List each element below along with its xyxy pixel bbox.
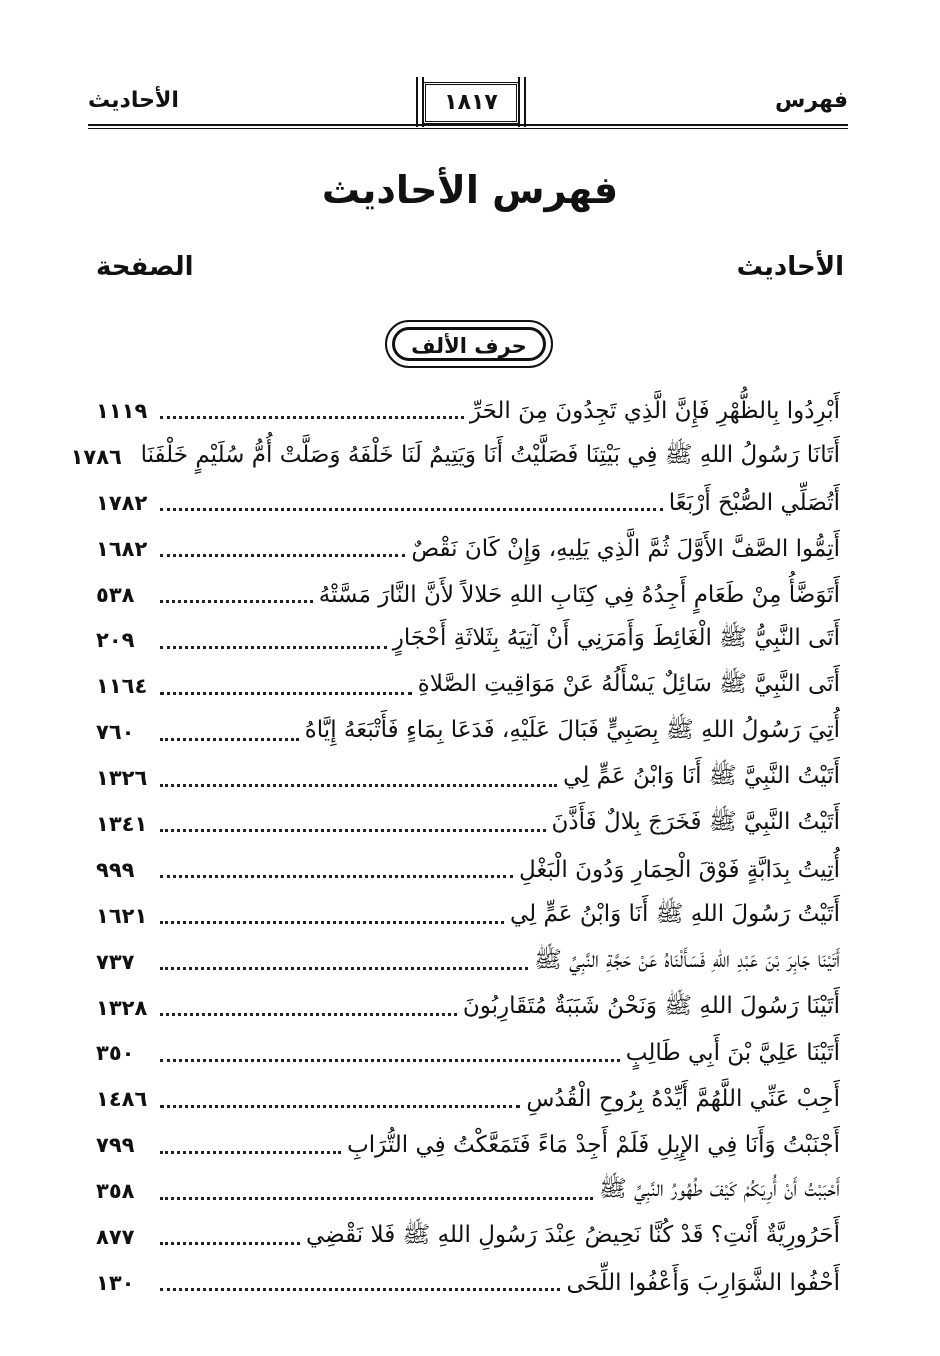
header-right-label: فهرس [775, 88, 848, 113]
dot-leader [160, 600, 313, 603]
index-entry [96, 572, 840, 618]
entry-text: أَتَوَضَّأُ مِنْ طَعَامٍ أَجِدُهُ فِي كِتَابِ اللهِ حَلالاً لأَنَّ النَّارَ مَسَّتْهُ [318, 581, 840, 608]
entry-text: أَتَيْنَا عَلِيَّ بْنَ أَبِي طَالِبٍ [625, 1040, 840, 1067]
entry-page-number: ٨٧٧ [96, 1224, 135, 1249]
entry-text: أُتِيَ رَسُولُ اللهِ ﷺ بِصَبِيٍّ فَبَالَ عَلَيْهِ، فَدَعَا بِمَاءٍ فَأَتْبَعَهُ إِيَّاهُ [304, 717, 840, 744]
entry-page-number: ١٤٨٦ [96, 1087, 148, 1112]
header-left-label: الأحاديث [88, 88, 179, 113]
entry-text: أَتَيْتُ النَّبِيَّ ﷺ فَخَرَجَ بِلالٌ فَأَذَّنَ [551, 808, 840, 835]
entry-text: أَحْفُوا الشَّوَارِبَ وَأَعْفُوا اللِّحَى [566, 1269, 840, 1296]
entry-page-number: ١٣٠ [96, 1270, 135, 1295]
index-entry [96, 1260, 840, 1306]
dot-leader [160, 646, 387, 649]
dot-leader [160, 829, 546, 832]
entry-text: أُتِيتُ بِدَابَّةٍ فَوْقَ الْحِمَارِ وَدُونَ الْبَغْلِ [518, 856, 840, 883]
entry-text: أَتَيْنَا رَسُولَ اللهِ ﷺ وَنَحْنُ شَبَبَةٌ مُتَقَارِبُونَ [462, 992, 840, 1019]
index-entry [96, 1030, 840, 1076]
dot-leader [160, 738, 299, 741]
dot-leader [160, 967, 528, 970]
dot-leader [160, 1242, 300, 1245]
entry-page-number: ٧٩٩ [96, 1133, 135, 1158]
index-entry [96, 1122, 840, 1168]
entry-page-number: ٩٩٩ [96, 857, 135, 882]
running-header [88, 82, 848, 122]
index-entry [96, 1076, 840, 1122]
entry-page-number: ١٦٢١ [96, 903, 148, 928]
entry-page-number: ١٦٨٢ [96, 536, 148, 561]
entry-text: أَحَرُورِيَّةٌ أَنْتِ؟ قَدْ كُنَّا نَحِيضُ عِنْدَ رَسُولِ اللهِ ﷺ فَلا نَقْضِي [306, 1221, 840, 1248]
entry-text: أَتَيْنَا جَابِرَ بْنَ عَبْدِ اللهِ فَسَأَلْنَاهُ عَنْ حَجَّةِ النَّبِيِّ ﷺ [534, 946, 840, 973]
index-entry [96, 1168, 840, 1214]
column-heading-page: الصفحة [96, 252, 194, 282]
index-entry [96, 526, 840, 572]
dot-leader [160, 554, 405, 557]
entry-text: أَتَانَا رَسُولُ اللهِ ﷺ فِي بَيْتِنَا فَصَلَّيْتُ أَنَا وَيَتِيمٌ لَنَا خَلْفَهُ وَصَلَّتْ أُمُّ سُلَيْمٍ خَلْفَنَا [140, 441, 840, 468]
section-heading-box [385, 320, 553, 368]
index-entry [96, 801, 840, 847]
index-entry [70, 434, 840, 480]
entry-page-number: ٧٣٧ [96, 949, 135, 974]
entry-text: أَتَى النَّبِيُّ ﷺ الْغَائِطَ وَأَمَرَنِي أَنْ آتِيَهُ بِثَلاثَةِ أَحْجَارٍ [392, 625, 840, 652]
entry-page-number: ٣٥٠ [96, 1041, 135, 1066]
dot-leader [160, 1013, 457, 1016]
entry-page-number: ١١١٩ [96, 398, 148, 423]
index-entry [96, 663, 840, 709]
dot-leader [160, 1288, 560, 1291]
column-heading-hadiths: الأحاديث [736, 252, 844, 282]
index-entry [96, 388, 840, 434]
entry-page-number: ١٣٤١ [96, 811, 148, 836]
entry-page-number: ١٣٢٦ [96, 766, 148, 791]
dot-leader [160, 875, 513, 878]
entry-page-number: ٧٦٠ [96, 720, 135, 745]
entry-text: أَحْبَبْتُ أَنْ أُرِيَكُمْ كَيْفَ طُهُورُ النَّبِيِّ ﷺ [598, 1176, 840, 1203]
entry-text: أَتَيْتُ رَسُولَ اللهِ ﷺ أَنَا وَابْنُ عَمٍّ لِي [509, 900, 840, 927]
entry-text: أَتَيْتُ النَّبِيَّ ﷺ أَنَا وَابْنُ عَمٍّ لِي [563, 763, 840, 790]
dot-leader [160, 508, 663, 511]
index-entry [96, 617, 840, 663]
entry-text: أَجْنَبْتُ وَأَنَا فِي الإِبِلِ فَلَمْ أَجِدْ مَاءً فَتَمَعَّكْتُ فِي التُّرَابِ [347, 1132, 840, 1159]
entry-page-number: ١١٦٤ [96, 674, 148, 699]
page-number: ١٨١٧ [423, 82, 519, 124]
dot-leader [160, 416, 464, 419]
entry-text: أَجِبْ عَنِّي اللَّهُمَّ أَيِّدْهُ بِرُوحِ الْقُدُسِ [526, 1086, 840, 1113]
dot-leader [160, 1105, 520, 1108]
index-entry [96, 939, 840, 985]
page-title: فهرس الأحاديث [321, 168, 619, 212]
entry-page-number: ١٣٢٨ [96, 995, 148, 1020]
dot-leader [160, 921, 504, 924]
entry-page-number: ١٧٨٢ [96, 490, 148, 515]
index-entry [96, 1214, 840, 1260]
entry-text: أَتُصَلِّي الصُّبْحَ أَرْبَعًا [668, 489, 840, 516]
dot-leader [160, 784, 557, 787]
entry-page-number: ٥٣٨ [96, 582, 135, 607]
entry-page-number: ٢٠٩ [96, 628, 135, 653]
dot-leader [160, 1059, 620, 1062]
entry-text: أَتَى النَّبِيَّ ﷺ سَائِلٌ يَسْأَلُهُ عَنْ مَوَاقِيتِ الصَّلاةِ [417, 671, 840, 698]
header-divider [88, 124, 848, 129]
dot-leader [160, 1197, 593, 1200]
index-entry [96, 893, 840, 939]
section-heading: حرف الألف [392, 327, 546, 361]
dot-leader [160, 1151, 341, 1154]
entry-text: أَبْرِدُوا بِالظُّهْرِ فَإِنَّ الَّذِي تَجِدُونَ مِنَ الحَرِّ [469, 397, 840, 424]
index-entry [96, 755, 840, 801]
index-entry [96, 985, 840, 1031]
index-entry [96, 709, 840, 755]
entry-page-number: ١٧٨٦ [70, 444, 122, 469]
index-entries [70, 388, 840, 1306]
entry-page-number: ٣٥٨ [96, 1179, 135, 1204]
entry-text: أَتِمُّوا الصَّفَّ الأَوَّلَ ثُمَّ الَّذِي يَلِيهِ، وَإِنْ كَانَ نَقْصٌ [411, 535, 840, 562]
index-entry [96, 480, 840, 526]
dot-leader [160, 692, 412, 695]
index-entry [96, 847, 840, 893]
